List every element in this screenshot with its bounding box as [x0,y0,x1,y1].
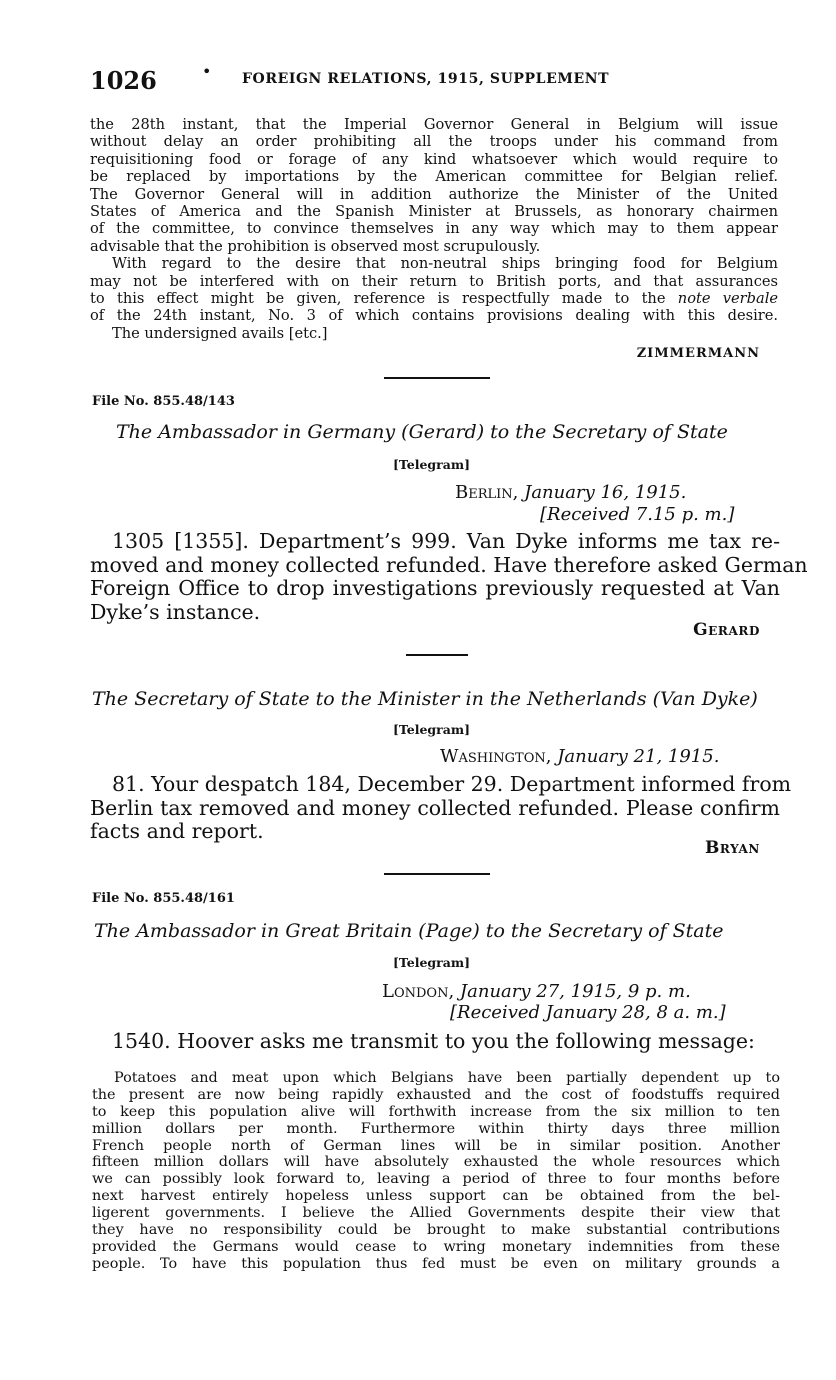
text-line: we can possibly look forward to, leaving a period of three to four months before [92,1171,780,1188]
dateline [382,981,691,1002]
heading-name: Page [425,920,473,942]
text-line: moved and money collected refunded. Have therefore asked German [90,552,808,577]
date: January 21, 1915. [557,746,720,767]
dateline [455,482,686,503]
heading-part: The Ambassador in Germany ( [116,421,409,443]
text-line: to keep this population alive will forthwith increase from the six million to ten [92,1103,780,1120]
document-heading [92,688,758,710]
signature-gerard: Gerard [693,620,760,640]
text-line: next harvest entirely hopeless unless support can be obtained from the bel- [92,1188,780,1205]
place: Washington, [440,746,552,767]
heading-name: Van Dyke [660,688,751,710]
text-line: without delay an order prohibiting all the troops under his command from [90,133,778,151]
text-line: of the committee, to convince themselves in any way which may to them appear [90,220,778,238]
text-line: Berlin tax removed and money collected refunded. Please confirm [90,795,780,820]
signature-bryan: Bryan [704,838,760,858]
heading-part: ) to the Secretary of State [472,920,724,942]
signature-zimmermann: ZIMMERMANN [636,346,760,361]
text-line: advisable that the prohibition is observed most scrupulously. [90,237,541,255]
received-time: [Received January 28, 8 a. m.] [450,1002,726,1023]
text-line: The Governor General will in addition authorize the Minister of the United [90,185,778,203]
text-line: Dyke’s instance. [90,599,261,624]
heading-part: The Ambassador in Great Britain ( [94,920,426,942]
document-heading [116,421,728,443]
telegram-label: [Telegram] [393,955,471,970]
text-line [90,290,778,307]
text-line: the 28th instant, that the Imperial Governor General in Belgium will issue [90,116,778,133]
heading-name: Gerard [408,421,477,443]
file-number: File No. 855.48/161 [92,891,235,906]
text-line: With regard to the desire that non-neutral ships bringing food for Belgium [112,255,778,273]
text-line: facts and report. [90,819,264,844]
telegram-body [90,772,792,844]
heading-part: ) to the Secretary of State [476,421,728,443]
section-divider [384,377,490,379]
hoover-message [92,1070,780,1273]
note-verbale-italic: note verbale [677,289,779,307]
section-divider [406,654,468,656]
date: January 16, 1915. [524,482,687,503]
telegram-label: [Telegram] [393,457,471,472]
place: Berlin, [455,482,519,503]
date: January 27, 1915, 9 p. m. [459,981,691,1002]
heading-part: The Secretary of State to the Minister in the Netherlands ( [92,688,661,710]
text-line: the present are now being rapidly exhausted and the cost of foodstuffs required [92,1086,780,1103]
received-line [450,1002,726,1023]
page-number: 1026 [90,66,157,95]
received-line [540,504,734,525]
text-line: Foreign Office to drop investigations previously requested at Van [90,576,780,601]
dateline [440,746,719,767]
place: London, [382,981,455,1002]
file-number: File No. 855.48/143 [92,394,235,409]
text-line: provided the Germans would cease to wring monetary indemnities from these [92,1238,780,1255]
text-line: Potatoes and meat upon which Belgians have been partially dependent up to [114,1070,780,1086]
section-divider [384,873,490,875]
heading-part: ) [750,688,758,710]
telegram-label: [Telegram] [393,722,471,737]
running-title: FOREIGN RELATIONS, 1915, SUPPLEMENT [242,71,610,87]
telegram-intro [112,1030,755,1054]
text-line: ligerent governments. I believe the Allied Governments despite their view that [92,1205,780,1222]
text-line: fifteen million dollars will have absolutely exhausted the whole resources which [92,1154,780,1171]
text-line: million dollars per month. Furthermore within thirty days three million [92,1120,780,1137]
text-fragment: to this effect might be given, reference is respectfully made to the [90,289,666,307]
text-line: people. To have this population thus fed must be even on military grounds a [92,1255,780,1272]
text-line: 1305 [1355]. Department’s 999. Van Dyke informs me tax re- [112,529,780,553]
document-heading [94,920,724,942]
telegram-body [90,529,808,624]
text-line: requisitioning food or forage of any kind whatsoever which would require to [90,150,778,168]
text-line: they have no responsibility could be brought to make substantial contributions [92,1222,780,1239]
text-line: 1540. Hoover asks me transmit to you the following message: [112,1029,755,1053]
text-line: be replaced by importations by the American committee for Belgian relief. [90,168,778,186]
text-line: 81. Your despatch 184, December 29. Department informed from [112,772,792,796]
text-line: of the 24th instant, No. 3 of which contains provisions dealing with this desire. [90,307,778,325]
closing-line: The undersigned avails [etc.] [112,324,328,342]
text-line: States of America and the Spanish Minister at Brussels, as honorary chairmen [90,202,778,220]
text-line: French people north of German lines will be in similar position. Another [92,1137,780,1154]
zimmermann-note-text [90,116,778,342]
header-bullet: • [202,62,212,81]
received-time: [Received 7.15 p. m.] [540,504,735,525]
text-line: may not be interfered with on their return to British ports, and that assurances [90,272,778,290]
